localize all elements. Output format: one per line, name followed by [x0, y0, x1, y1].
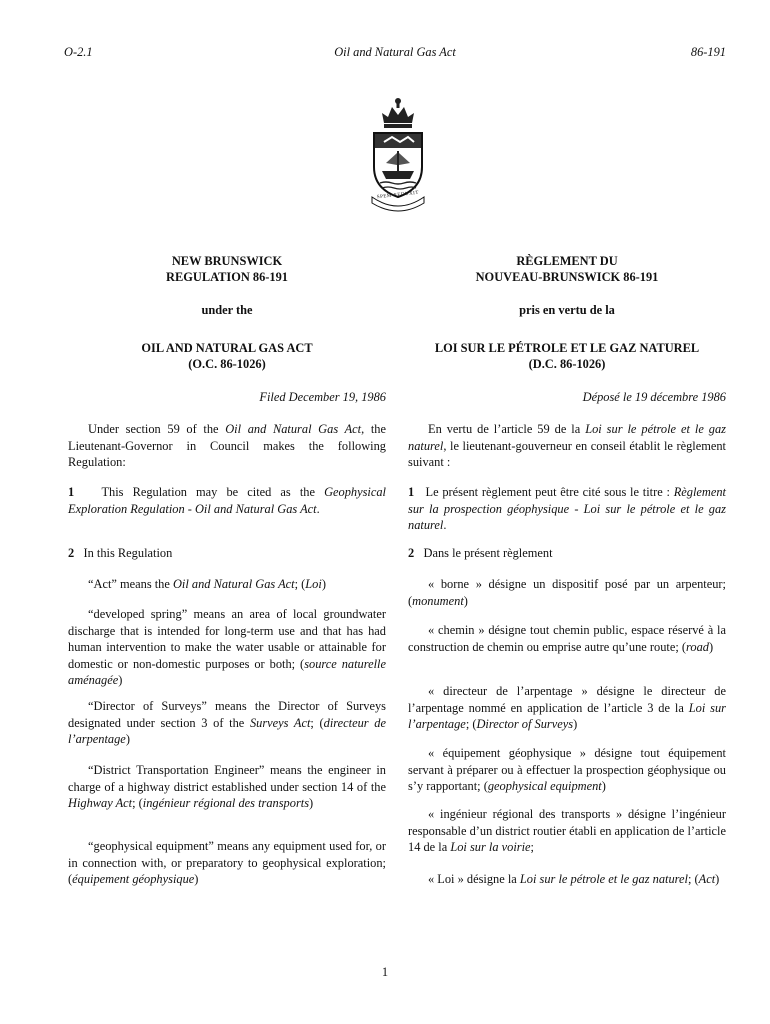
header-regulation-number: 86-191	[690, 45, 726, 59]
right-definition-ingenieur	[408, 806, 726, 856]
text-run: This Regulation may be cited as the	[101, 485, 325, 499]
text-run: « borne » désigne un dispositif posé par un arpenteur; (	[408, 577, 726, 608]
text-run: En vertu de l’article 59 de la	[428, 422, 586, 436]
right-under-block	[408, 302, 726, 318]
text-run: )	[715, 872, 720, 886]
running-header	[64, 44, 726, 62]
text-run: )	[463, 593, 468, 608]
text-run: )	[708, 639, 714, 654]
text-run: ; (	[465, 717, 477, 731]
left-title-line-1: NEW BRUNSWICK	[171, 254, 283, 268]
act-name: Highway Act	[68, 796, 133, 810]
text-run: , le lieutenant-gouverneur en conseil établit le règlement suivant :	[408, 438, 726, 469]
header-act-title: Oil and Natural Gas Act	[334, 45, 456, 59]
french-term: source naturelle aménagée	[68, 656, 387, 687]
english-term: Director of Surveys	[476, 717, 574, 731]
text-run: , the Lieutenant-Governor in Council makes the following Regulation:	[68, 422, 386, 469]
left-definition-district-engineer	[68, 762, 386, 812]
text-run: )	[601, 779, 606, 793]
french-term: directeur de l’arpentage	[68, 715, 386, 746]
text-run: ; (	[687, 872, 699, 886]
text-run: “developed spring” means an area of local groundwater discharge that is intended for long-term use and that has had human intervention to make the water usable or attainable for domestic or non-domestic purposes or both; (	[68, 607, 386, 671]
left-filed-block	[68, 389, 386, 406]
text-run: « équipement géophysique » désigne tout équipement servant à préparer ou à effectuer la prospection géophysique ou s’y rapportant; (	[408, 746, 726, 793]
left-section-2	[68, 545, 386, 562]
text-run: Le présent règlement peut être cité sous le titre :	[425, 485, 674, 499]
text-run: “Director of Surveys” means the Director of Surveys designated under section 3 of the	[68, 699, 386, 730]
left-section-1	[68, 484, 386, 517]
text-run: )	[194, 872, 199, 886]
text-run: « Loi » désigne la	[428, 872, 520, 886]
act-name: Surveys Act	[249, 715, 311, 730]
english-column	[68, 253, 386, 285]
right-definition-borne	[408, 576, 726, 609]
french-column	[408, 253, 726, 285]
section-number: 2	[408, 546, 415, 560]
right-definition-directeur	[408, 683, 726, 733]
text-run: )	[125, 732, 130, 746]
right-filed-date: Déposé le 19 décembre 1986	[582, 390, 726, 404]
left-definition-developed-spring	[68, 606, 386, 689]
act-name: Loi sur la voirie	[450, 840, 531, 854]
french-term: équipement géophysique	[72, 872, 195, 886]
act-name: Oil and Natural Gas Act	[225, 422, 362, 436]
left-under-block	[68, 302, 386, 318]
right-title-line-1: RÈGLEMENT DU	[516, 254, 618, 268]
left-order-in-council: (O.C. 86-1026)	[188, 357, 266, 371]
text-run: ; (	[132, 796, 143, 810]
act-name: Loi sur l’arpentage	[408, 700, 726, 731]
left-title-line-2: REGULATION 86-191	[166, 270, 288, 284]
english-term: geophysical equipment	[487, 779, 602, 793]
crest-motto: SPEM REDUXIT	[376, 190, 420, 201]
right-act-block	[408, 340, 726, 372]
left-under: under the	[201, 303, 253, 317]
right-definition-loi	[408, 871, 726, 888]
text-run: « chemin » désigne tout chemin public, espace réservé à la construction de chemin ou emprise autre qu’une route; (	[408, 623, 726, 654]
english-term: monument	[412, 593, 464, 608]
right-section-1	[408, 484, 726, 534]
left-definition-act	[68, 576, 386, 593]
right-decree-number: (D.C. 86-1026)	[528, 357, 606, 371]
right-under: pris en vertu de la	[519, 303, 615, 317]
text-run: « directeur de l’arpentage » désigne le directeur de l’arpentage nommé en application de l’article 3 de la	[408, 684, 726, 715]
section-number: 1	[408, 485, 415, 499]
text-run: .	[443, 518, 447, 532]
text-run: )	[321, 577, 326, 591]
text-run: Dans le présent règlement	[423, 546, 553, 560]
text-run: .	[316, 501, 320, 516]
text-run: ; (	[294, 577, 306, 591]
text-run: In this Regulation	[83, 546, 173, 560]
left-enacting-clause	[68, 421, 386, 471]
text-run: ;	[530, 840, 534, 854]
left-definition-director-of-surveys	[68, 698, 386, 748]
text-run: “Act” means the	[88, 577, 173, 591]
act-name: Loi sur le pétrole et le gaz naturel	[408, 422, 726, 453]
act-name: Oil and Natural Gas Act	[172, 577, 295, 591]
left-act-name: OIL AND NATURAL GAS ACT	[141, 341, 313, 355]
page-number: 1	[381, 965, 389, 979]
text-run: )	[118, 673, 123, 687]
text-run: ; (	[310, 715, 324, 730]
section-number: 2	[68, 546, 75, 560]
right-filed-block	[408, 389, 726, 406]
text-run: Under section 59 of the	[88, 422, 226, 436]
english-term: Act	[698, 872, 716, 886]
right-title-line-2: NOUVEAU-BRUNSWICK 86-191	[475, 270, 659, 284]
left-definition-geophysical-equipment	[68, 838, 386, 888]
section-number: 1	[68, 485, 75, 499]
text-run: )	[309, 796, 314, 810]
french-term: ingénieur régional des transports	[142, 796, 310, 810]
left-act-block	[68, 340, 386, 372]
right-act-name: LOI SUR LE PÉTROLE ET LE GAZ NATUREL	[434, 341, 700, 355]
text-run: « ingénieur régional des transports » désigne l’ingénieur responsable d’un district routier établi en application de l’article 14 de la	[408, 807, 726, 854]
left-filed-date: Filed December 19, 1986	[259, 390, 386, 404]
right-section-2	[408, 545, 726, 562]
citation-title: Règlement sur la prospection géophysique - Loi sur le pétrole et le gaz naturel	[408, 485, 726, 532]
right-definition-chemin	[408, 622, 726, 655]
text-run: )	[573, 717, 578, 731]
act-name: Loi sur le pétrole et le gaz naturel	[519, 872, 688, 886]
header-chapter: O-2.1	[64, 45, 93, 59]
right-definition-equipement	[408, 745, 726, 795]
text-run: “geophysical equipment” means any equipment used for, or in connection with, or preparatory to geophysical exploration; (	[68, 839, 386, 886]
text-run: “District Transportation Engineer” means the engineer in charge of a highway district established under section 14 of the	[68, 763, 386, 794]
french-term: Loi	[305, 577, 322, 591]
english-term: road	[686, 639, 709, 654]
citation-title: Geophysical Exploration Regulation - Oil and Natural Gas Act	[68, 485, 386, 516]
right-enacting-clause	[408, 421, 726, 471]
